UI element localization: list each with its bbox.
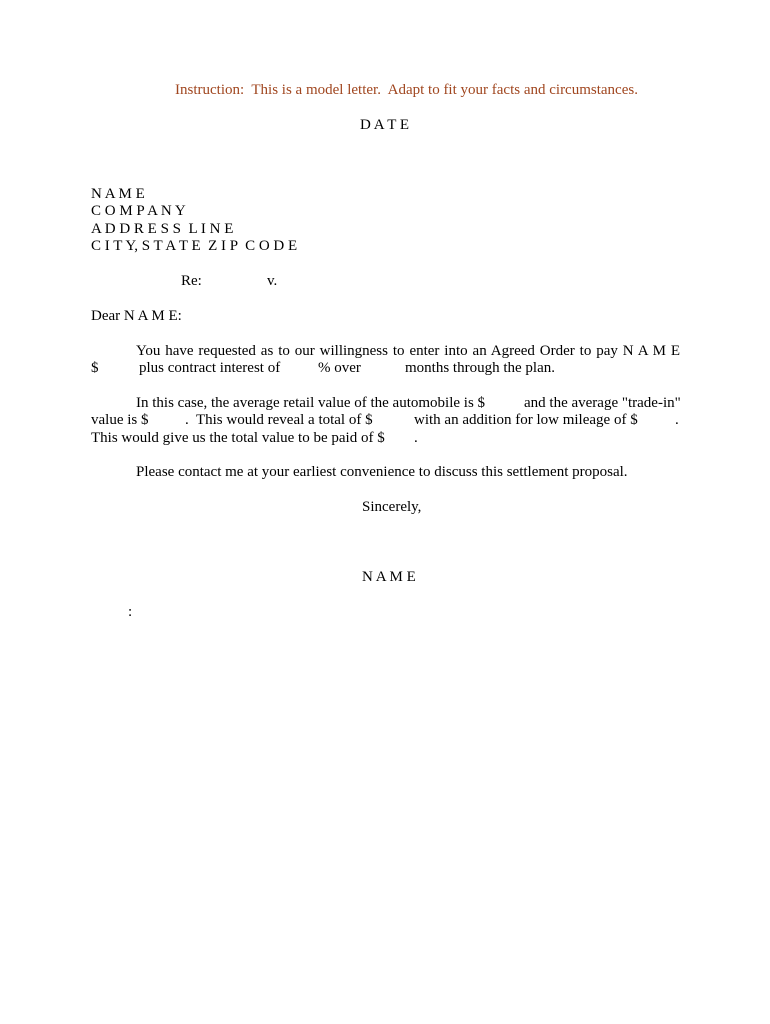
paragraph2-line2d: . <box>675 412 679 428</box>
re-label: Re: <box>181 273 202 289</box>
paragraph1-percent: % over <box>318 360 361 376</box>
paragraph1-line1: You have requested as to our willingness to enter into an Agreed Order to pay N A M E <box>136 343 680 359</box>
paragraph2-line3b: . <box>414 430 418 446</box>
recipient-city: C I T Y, S T A T E Z I P C O D E <box>91 238 298 254</box>
paragraph1-dollar: $ <box>91 360 99 376</box>
re-versus: v. <box>267 273 278 289</box>
instruction-note: Instruction: This is a model letter. Adapt to fit your facts and circumstances. <box>175 82 638 98</box>
trailing-colon: : <box>128 604 133 620</box>
paragraph2-line2a: value is $ <box>91 412 149 428</box>
date-placeholder: D A T E <box>360 117 410 133</box>
closing: Sincerely, <box>362 499 422 515</box>
paragraph2-line1a: In this case, the average retail value of the automobile is $ <box>136 395 486 411</box>
paragraph2-line2b: . This would reveal a total of $ <box>185 412 373 428</box>
recipient-address: A D D R E S S L I N E <box>91 221 234 237</box>
salutation: Dear N A M E: <box>91 308 182 324</box>
paragraph1-months: months through the plan. <box>405 360 555 376</box>
paragraph3: Please contact me at your earliest convenience to discuss this settlement proposal. <box>136 464 628 480</box>
paragraph1-interest: plus contract interest of <box>139 360 281 376</box>
recipient-name: N A M E <box>91 186 145 202</box>
signature-name: N A M E <box>362 569 416 585</box>
paragraph2-line1b: and the average "trade-in" <box>524 395 681 411</box>
paragraph2-line2c: with an addition for low mileage of $ <box>414 412 638 428</box>
recipient-company: C O M P A N Y <box>91 203 186 219</box>
paragraph2-line3a: This would give us the total value to be paid of $ <box>91 430 385 446</box>
